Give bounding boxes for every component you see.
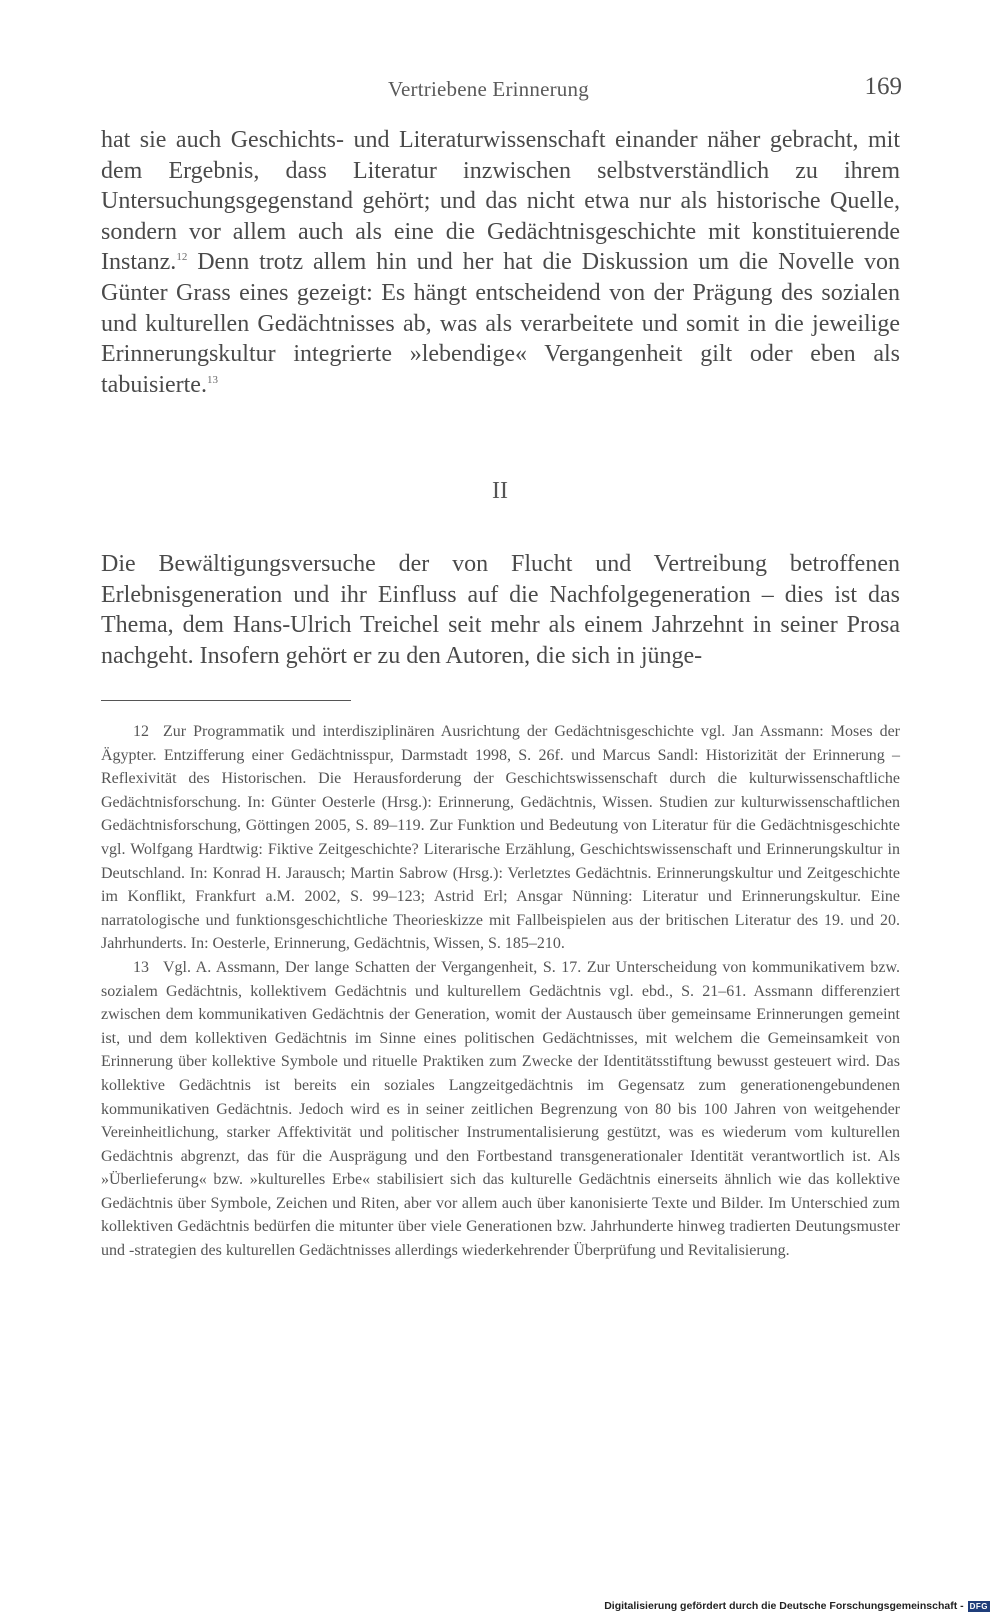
footnote-number: 13 — [133, 958, 149, 976]
running-title: Vertriebene Erinnerung — [388, 77, 589, 101]
footnote-divider — [101, 700, 351, 701]
footnote-12 — [101, 720, 900, 956]
paragraph-1-text-b: Denn trotz allem hin und her hat die Diskussion um die Novelle von Günter Grass eines gezeigt: Es hängt entscheidend von der Prägung des sozialen und kulturellen Gedächtnisses ab, was als verarbeitete und somit in die jeweilige Erinnerungskultur integrierte »lebendige« Vergangenheit gilt oder eben als tabuisierte. — [101, 249, 900, 398]
footnotes-section — [101, 720, 900, 1263]
page-number: 169 — [864, 73, 902, 100]
footnote-text: Zur Programmatik und interdisziplinären Ausrichtung der Gedächtnisgeschichte vgl. Jan Assmann: Moses der Ägypter. Entzifferung einer Gedächtnisspur, Darmstadt 1998, S. 26f. und Marcus Sandl: Historizität der Erinnerung – Reflexivität des Historischen. Die Herausforderung der Geschichtswissenschaft durch die kulturwissenschaftliche Gedächtnisforschung. In: Günter Oesterle (Hrsg.): Erinnerung, Gedächtnis, Wissen. Studien zur kulturwissenschaftlichen Gedächtnisforschung, Göttingen 2005, S. 89–119. Zur Funktion und Bedeutung von Literatur für die Gedächtnisgeschichte vgl. Wolfgang Hardtwig: Fiktive Zeitgeschichte? Literarische Erzählung, Geschichtswissenschaft und Erinnerungskultur in Deutschland. In: Konrad H. Jarausch; Martin Sabrow (Hrsg.): Verletztes Gedächtnis. Erinnerungskultur und Zeitgeschichte im Konflikt, Frankfurt a.M. 2002, S. 99–123; Astrid Erl; Ansgar Nünning: Literatur und Erinnerungskultur. Eine narratologische und funktionsgeschichtliche Theorieskizze mit Fallbeispielen aus der britischen Literatur des 19. und 20. Jahrhunderts. In: Oesterle, Erinnerung, Gedächtnis, Wissen, S. 185–210. — [101, 723, 900, 953]
dfg-logo-icon: DFG — [969, 1601, 988, 1611]
digitization-notice — [604, 1600, 990, 1612]
footnote-ref-12[interactable]: 12 — [176, 251, 188, 264]
paragraph-1-text-a: hat sie auch Geschichts- und Literaturwissenschaft einander näher gebracht, mit dem Ergebnis, dass Literatur inzwischen selbstverständlich zu ihrem Untersuchungsgegenstand gehört; und das nicht etwa nur als historische Quelle, sondern vor allem auch als eine die Gedächtnisgeschichte mit konstituierende Instanz. — [101, 127, 900, 276]
footnote-number: 12 — [133, 723, 149, 740]
footnote-13 — [101, 956, 900, 1263]
footnote-ref-13[interactable]: 13 — [206, 373, 218, 386]
footnote-text: Vgl. A. Assmann, Der lange Schatten der Vergangenheit, S. 17. Zur Unterscheidung von kommunikativem bzw. sozialem Gedächtnis, kollektivem Gedächtnis und kulturellem Gedächtnis vgl. ebd., S. 21–61. Assmann differenziert zwischen dem kommunikativen Gedächtnis der Generation, womit der Austausch über gemeinsame Erinnerungen gemeint ist, und dem kollektiven Gedächtnis im Sinne eines politischen Gedächtnisses, mit welchem die Gemeinsamkeit von Erinnerung über kollektive Symbole und rituelle Praktiken zum Zwecke der Identitätsstiftung bewusst gesteuert wird. Das kollektive Gedächtnis ist bereits ein soziales Langzeitgedächtnis im Gegensatz zum generationengebundenen kommunikativen Gedächtnis. Jedoch wird es in seiner zeitlichen Begrenzung von 80 bis 100 Jahren von weitgehender Vereinheitlichung, starker Affektivität und politischer Instrumentalisierung gestützt, was es wiederum vom kulturellen Gedächtnis abgrenzt, das für die Ausprägung und den Fortbestand transgenerationaler Identität verantwortlich ist. Als »Überlieferung« bzw. »kulturelles Erbe« stabilisiert sich das kulturelle Gedächtnis einerseits ähnlich wie das kollektive Gedächtnis über Symbole, Zeichen und Riten, aber vor allem auch über kanonisierte Texte und Bilder. Im Unterschied zum kollektiven Gedächtnis bedürfen die mitunter über viele Generationen bzw. Jahrhunderte hinweg tradierten Deutungsmuster und -strategien des kulturellen Gedächtnisses allerdings wiederkehrender Überprüfung und Revitalisierung. — [101, 958, 900, 1260]
body-paragraph-1 — [101, 125, 900, 400]
body-paragraph-2: Die Bewältigungsversuche der von Flucht und Vertreibung betroffenen Erlebnisgeneration und ihr Einfluss auf die Nachfolgegeneration – dies ist das Thema, dem Hans-Ulrich Treichel seit mehr als einem Jahrzehnt in seiner Prosa nachgeht. Insofern gehört er zu den Autoren, die sich in jünge- — [101, 551, 900, 669]
digitization-notice-text: Digitalisierung gefördert durch die Deutsche Forschungsgemeinschaft - — [604, 1600, 964, 1612]
section-heading: II — [492, 478, 508, 504]
